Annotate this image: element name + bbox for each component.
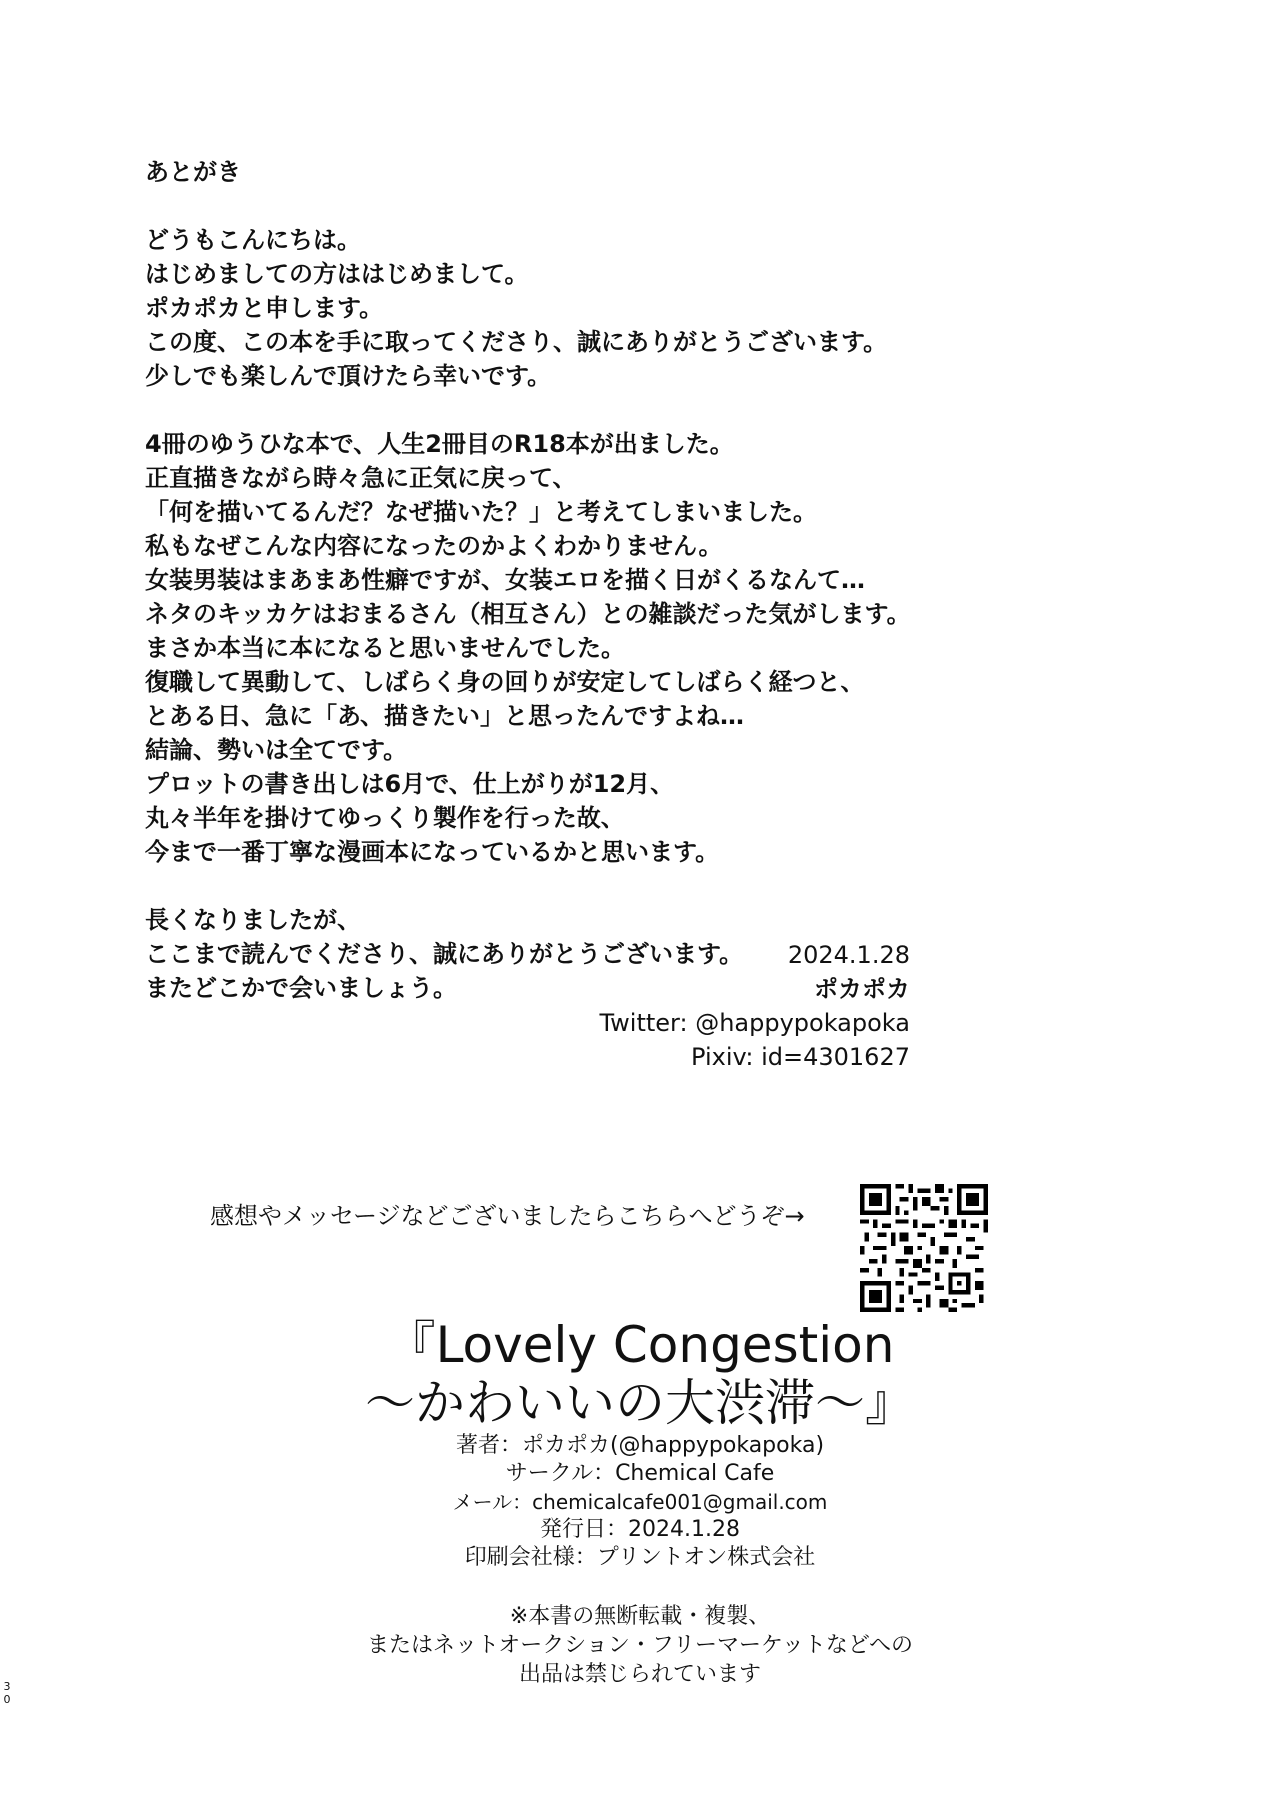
signoff-twitter: Twitter: @happypokapoka: [599, 1009, 910, 1037]
copyright-notice: [0, 1602, 1280, 1689]
book-title-line2: ～かわいいの大渋滞～』: [365, 1374, 915, 1432]
signoff-block: [599, 938, 910, 1074]
afterword-line: 正直描きながら時々急に正気に戻って、: [145, 464, 577, 492]
colophon: [0, 1316, 1280, 1689]
page-number-digit: 0: [3, 1693, 11, 1706]
afterword-line: はじめましての方ははじめまして。: [145, 260, 529, 288]
afterword-line: 4冊のゆうひな本で、人生2冊目のR18本が出ました。: [145, 430, 734, 458]
signoff-pixiv: Pixiv: id=4301627: [691, 1043, 910, 1071]
notice-line: 出品は禁じられています: [518, 1662, 761, 1687]
afterword-line: ネタのキッカケはおまるさん（相互さん）との雑談だった気がします。: [145, 600, 911, 628]
colophon-printer: 印刷会社様：プリントオン株式会社: [464, 1545, 816, 1570]
afterword-line: 女装男装はまあまあ性癖ですが、女装エロを描く日がくるなんて…: [145, 566, 865, 594]
signoff-date: 2024.1.28: [787, 941, 910, 969]
afterword-line: プロットの書き出しは6月で、仕上がりが12月、: [145, 770, 675, 798]
colophon-mail: メール：chemicalcafe001@gmail.com: [452, 1490, 828, 1514]
colophon-circle: サークル：Chemical Cafe: [505, 1461, 775, 1486]
qr-code-icon[interactable]: [860, 1184, 988, 1312]
afterword-line: 丸々半年を掛けてゆっくり製作を行った故、: [145, 804, 625, 832]
afterword-line: 私もなぜこんな内容になったのかよくわかりません。: [145, 532, 723, 560]
colophon-author: 著者：ポカポカ(@happypokapoka): [455, 1433, 825, 1458]
notice-line: またはネットオークション・フリーマーケットなどへの: [366, 1633, 914, 1658]
page-number-digit: 3: [3, 1680, 11, 1693]
afterword-line: まさか本当に本になると思いませんでした。: [145, 634, 625, 662]
afterword-line: とある日、急に「あ、描きたい」と思ったんですよね…: [145, 702, 745, 730]
afterword-line: 今まで一番丁寧な漫画本になっているかと思います。: [145, 838, 720, 866]
page-number: [2, 1680, 12, 1706]
afterword-line: 長くなりましたが、: [145, 906, 361, 934]
afterword-line: ポカポカと申します。: [145, 294, 384, 322]
colophon-issue-date: 発行日：2024.1.28: [540, 1517, 740, 1542]
qr-prompt: 感想やメッセージなどございましたらこちらへどうぞ→: [210, 1202, 805, 1230]
afterword-line: 「何を描いてるんだ？なぜ描いた？」と考えてしまいました。: [145, 498, 817, 526]
afterword-heading: あとがき: [145, 158, 241, 186]
afterword-text: [145, 155, 1145, 1005]
afterword-line: またどこかで会いましょう。: [145, 974, 457, 1002]
afterword-line: ここまで読んでくださり、誠にありがとうございます。: [145, 940, 744, 968]
afterword-line: 少しでも楽しんで頂けたら幸いです。: [145, 362, 552, 390]
signoff-name: ポカポカ: [814, 975, 910, 1003]
afterword-line: どうもこんにちは。: [145, 226, 361, 254]
afterword-line: 結論、勢いは全てです。: [145, 736, 408, 764]
notice-line: ※本書の無断転載・複製、: [509, 1604, 771, 1629]
afterword-line: この度、この本を手に取ってくださり、誠にありがとうございます。: [145, 328, 888, 356]
book-title-line1: 『Lovely Congestion: [385, 1316, 895, 1374]
afterword-line: 復職して異動して、しばらく身の回りが安定してしばらく経つと、: [145, 668, 865, 696]
